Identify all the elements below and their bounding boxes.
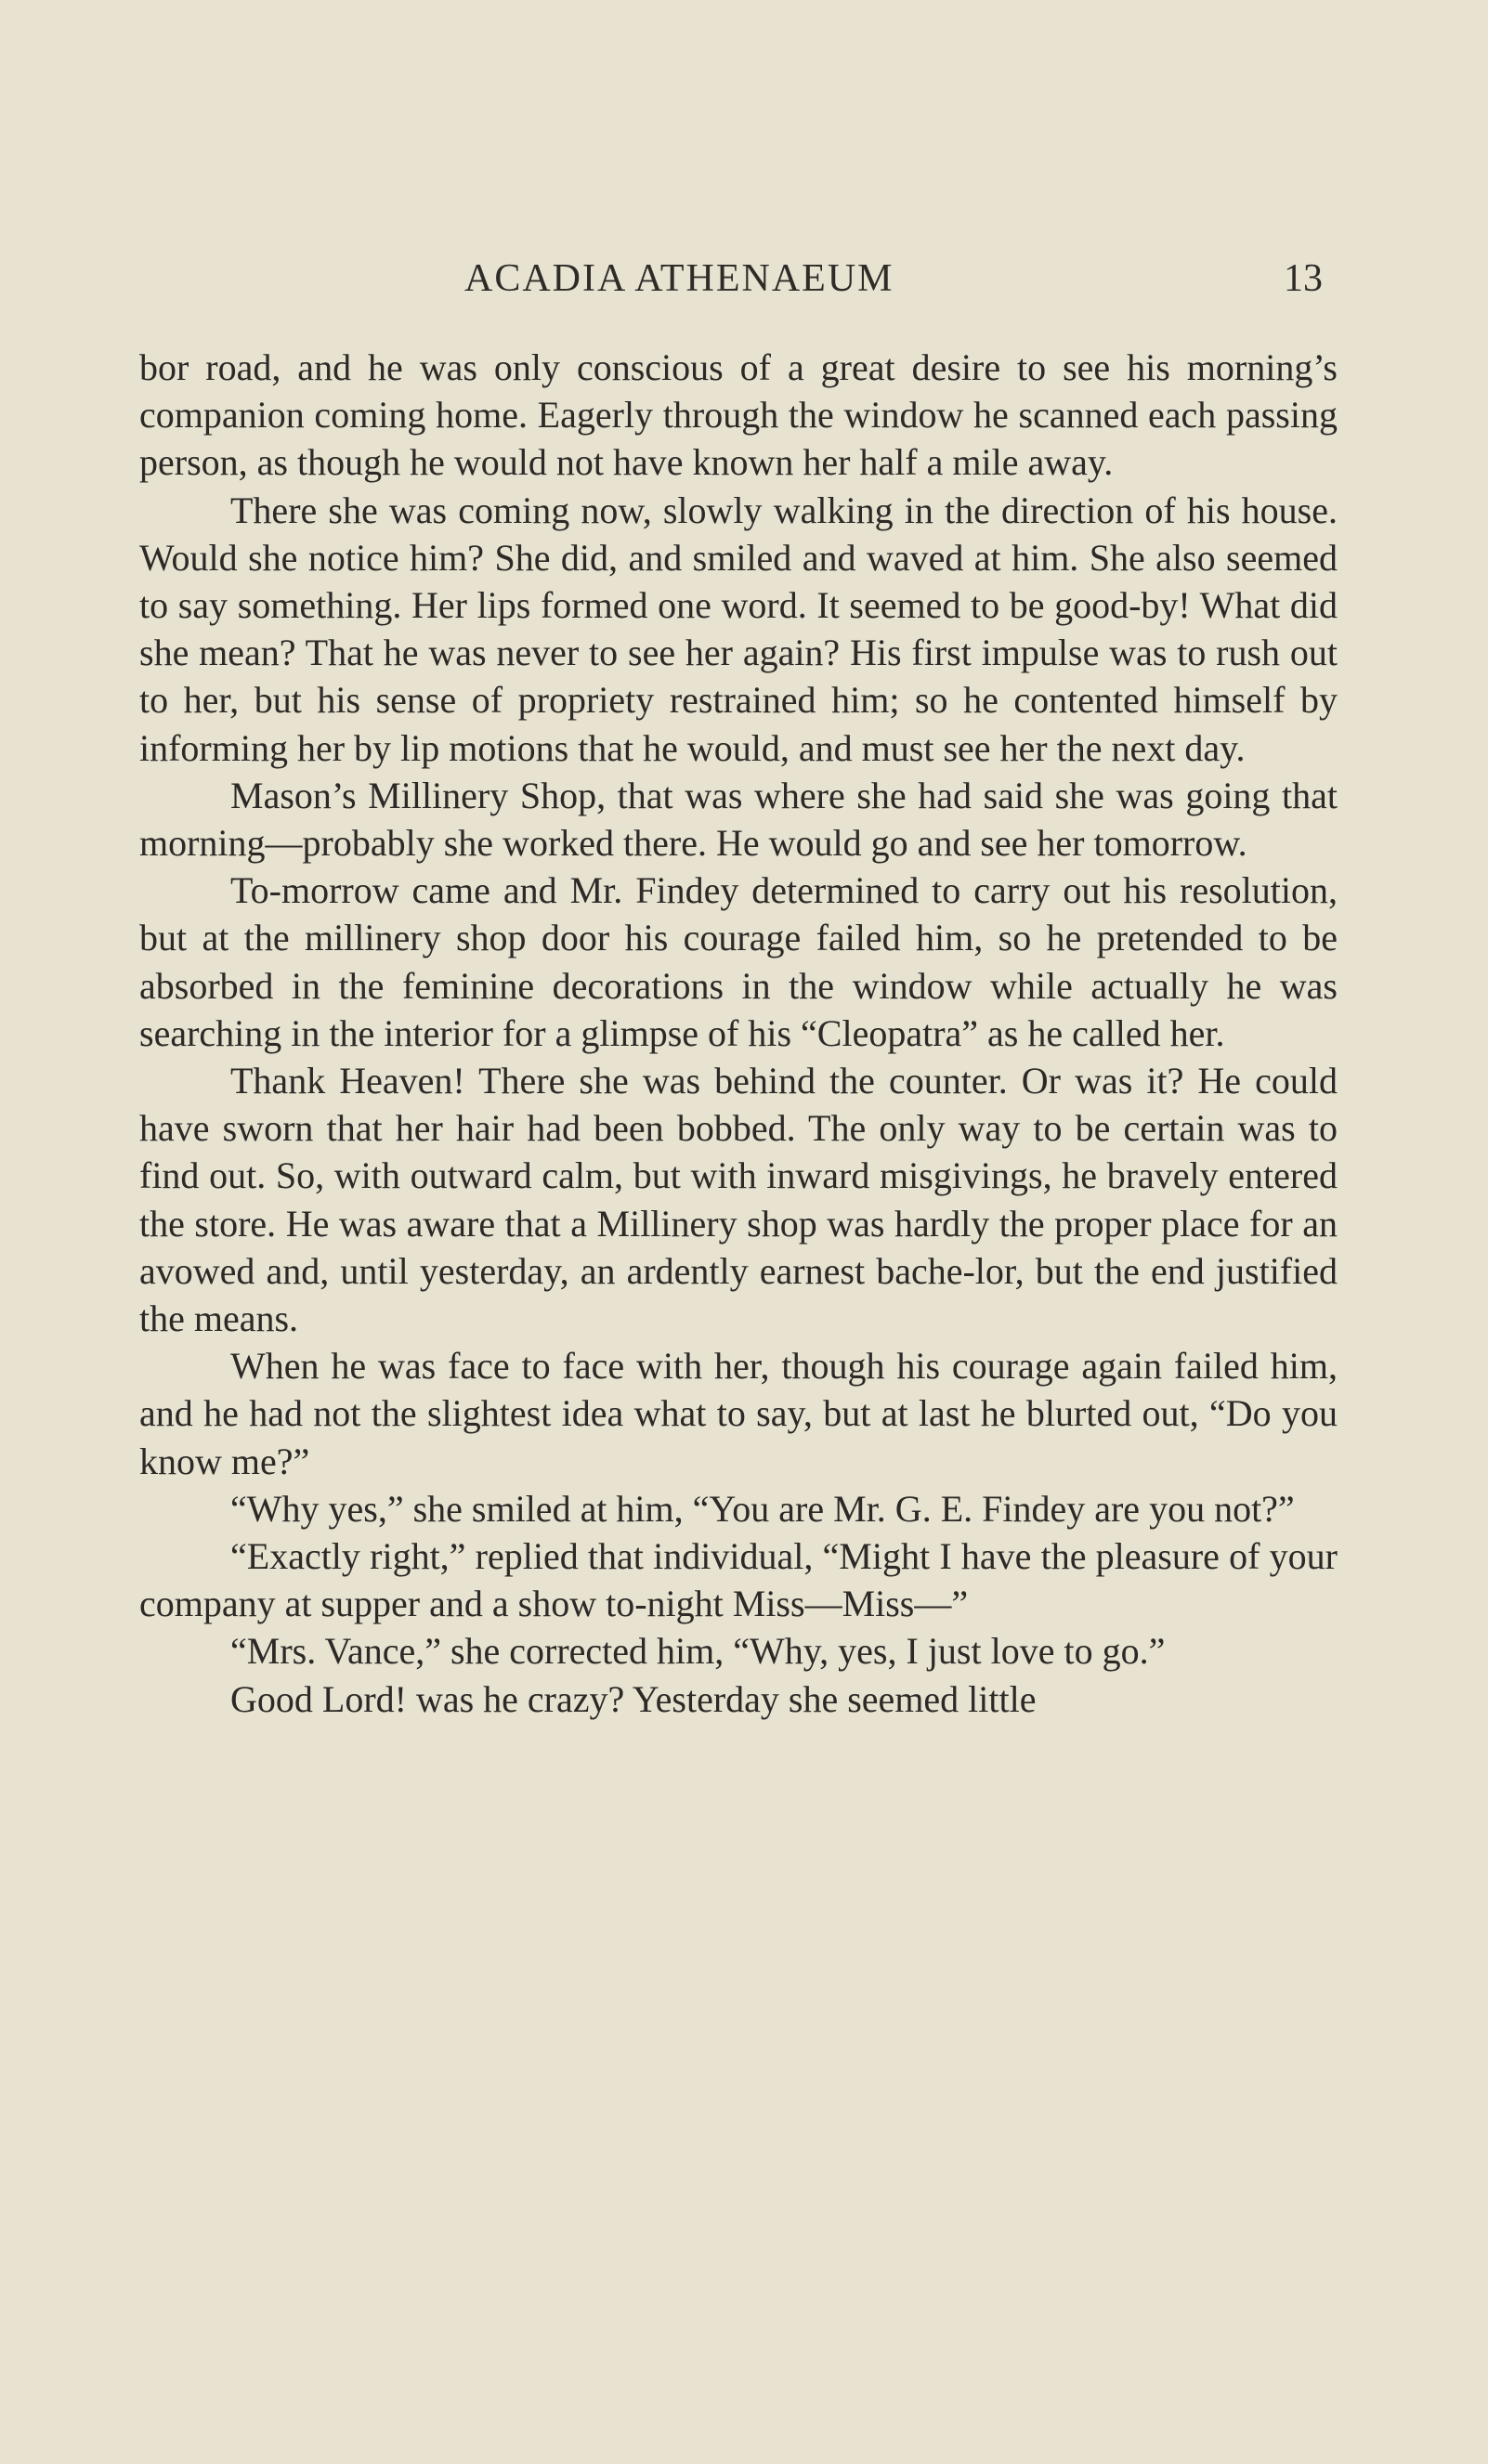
paragraph: bor road, and he was only conscious of a great desire to see his morning’s companion coming home. Eagerly through the window he scanned each passing person, as though he would not have known her half a mile away. [139, 346, 1338, 484]
paragraph: To-morrow came and Mr. Findey determined to carry out his resolution, but at the millinery shop door his courage failed him, so he pretended to be absorbed in the feminine decorations in the window while actually he was searching in the interior for a glimpse of his “Cleopatra” as he called her. [139, 869, 1338, 1054]
paragraph: Thank Heaven! There she was behind the counter. Or was it? He could have sworn that her hair had been bobbed. The only way to be certain was to find out. So, with outward calm, but with inward misgivings, he bravely entered the store. He was aware that a Millinery shop was hardly the proper place for an avowed and, until yesterday, an ardently earnest bache-lor, but the end justified the means. [139, 1060, 1338, 1340]
paragraph: “Mrs. Vance,” she corrected him, “Why, yes, I just love to go.” [230, 1630, 1166, 1673]
paragraph: “Why yes,” she smiled at him, “You are Mr. G. E. Findey are you not?” [230, 1487, 1295, 1530]
paragraph: “Exactly right,” replied that individual, “Might I have the pleasure of your company at supper and a show to-night Miss—Miss—” [139, 1535, 1338, 1625]
page-number: 13 [1284, 257, 1323, 300]
running-head [0, 251, 1488, 306]
body-text [139, 344, 1338, 1723]
paragraph: There she was coming now, slowly walking in the direction of his house. Would she notice him? She did, and smiled and waved at him. She also seemed to say something. Her lips formed one word. It seemed to be good-by! What did she mean? That he was never to see her again? His first impulse was to rush out to her, but his sense of propriety restrained him; so he contented himself by informing her by lip motions that he would, and must see her the next day. [139, 489, 1338, 769]
journal-title: ACADIA ATHENAEUM [464, 257, 894, 300]
paragraph: Mason’s Millinery Shop, that was where she had said she was going that morning—probably she worked there. He would go and see her tomorrow. [139, 774, 1338, 865]
paragraph: When he was face to face with her, though his courage again failed him, and he had not the slightest idea what to say, but at last he blurted out, “Do you know me?” [139, 1345, 1338, 1482]
paragraph: Good Lord! was he crazy? Yesterday she seemed little [230, 1677, 1037, 1720]
